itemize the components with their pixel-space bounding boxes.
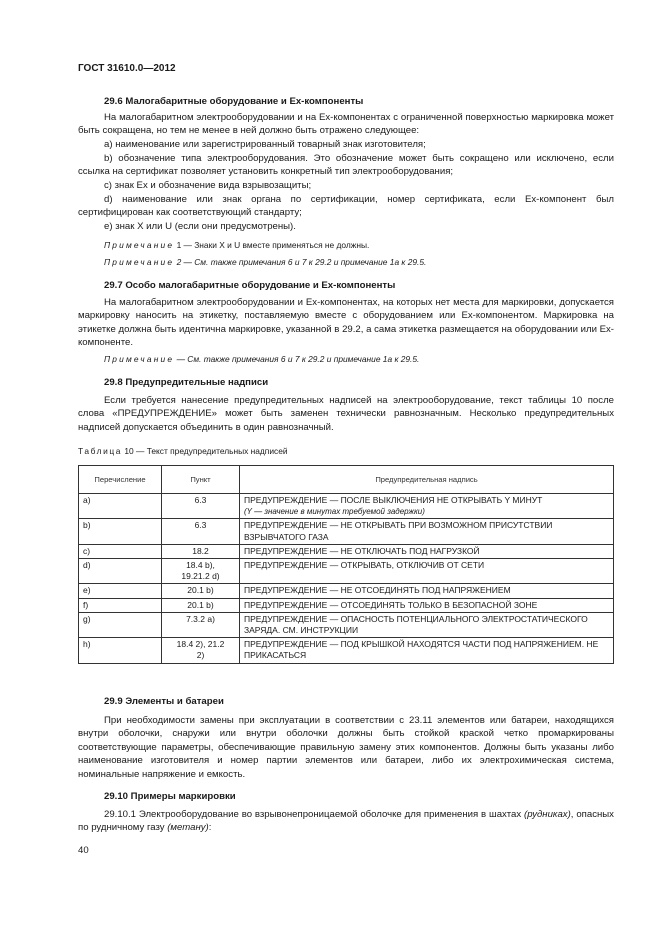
list-item: a) наименование или зарегистрированный товарный знак изготовителя; [104, 139, 426, 150]
body-text: 29.10.1 Электрооборудование во взрывонепроницаемой оболочке для применения в шахтах [104, 809, 524, 820]
note-text: 1 — Знаки X и U вместе применяться не должны. [176, 240, 370, 250]
section-29-7-title: 29.7 Особо малогабаритные оборудование и Ex-компоненты [104, 280, 396, 291]
table-row [79, 494, 614, 519]
section-29-9-title: 29.9 Элементы и батареи [104, 696, 224, 707]
cell-warning [240, 494, 614, 519]
cell-clause: 6.3 [162, 494, 240, 519]
cell-enumeration: f) [79, 598, 162, 612]
document-header: ГОСТ 31610.0—2012 [78, 63, 176, 74]
note-label: Примечание [104, 257, 175, 267]
cell-warning: ПРЕДУПРЕЖДЕНИЕ — НЕ ОТКЛЮЧАТЬ ПОД НАГРУЗКОЙ [240, 544, 614, 558]
cell-clause: 7.3.2 а) [162, 612, 240, 637]
caption-text: 10 — Текст предупредительных надписей [124, 446, 288, 456]
warning-text: ПРЕДУПРЕЖДЕНИЕ — ПОСЛЕ ВЫКЛЮЧЕНИЯ НЕ ОТКРЫВАТЬ Y МИНУТ [244, 495, 543, 505]
cell-enumeration: c) [79, 544, 162, 558]
list-item: b) обозначение типа электрооборудования. Это обозначение может быть сокращено или исключено, если ссылка на сертификат позволяет установить конкретный тип электрооборудования; [78, 153, 614, 178]
note-2 [104, 256, 426, 268]
cell-enumeration: e) [79, 584, 162, 598]
cell-warning: ПРЕДУПРЕЖДЕНИЕ — НЕ ОТСОЕДИНЯТЬ ПОД НАПРЯЖЕНИЕМ [240, 584, 614, 598]
cell-warning: ПРЕДУПРЕЖДЕНИЕ — ОТКРЫВАТЬ, ОТКЛЮЧИВ ОТ СЕТИ [240, 559, 614, 584]
note-text: — См. также примечания 6 и 7 к 29.2 и примечание 1а к 29.5. [176, 354, 420, 364]
section-29-7-body: На малогабаритном электрооборудовании и Ex-компонентах, на которых нет места для маркировки, допускается маркировку наносить на этикетку, поставляемую вместе с оборудованием или Ex-компонентом. Маркировка на этикетке должна быть идентична маркировке, указанной в 29.2, а сама этикетка размещается на оборудовании или Ex-компоненте. [78, 297, 614, 349]
table-row [79, 598, 614, 612]
col-header-clause: Пункт [162, 466, 240, 494]
section-29-6-intro: На малогабаритном электрооборудовании и на Ex-компонентах с ограниченной поверхностью маркировка может быть сокращена, но тем не менее в ней должно быть отражено следующее: [78, 112, 614, 137]
table-row [79, 519, 614, 544]
cell-clause: 20.1 b) [162, 598, 240, 612]
cell-warning: ПРЕДУПРЕЖДЕНИЕ — НЕ ОТКРЫВАТЬ ПРИ ВОЗМОЖНОМ ПРИСУТСТВИИ ВЗРЫВЧАТОГО ГАЗА [240, 519, 614, 544]
body-text: , опасных по рудничному газу [78, 809, 614, 834]
cell-enumeration: h) [79, 638, 162, 663]
note-label: Примечание [104, 354, 175, 364]
cell-clause: 20.1 b) [162, 584, 240, 598]
table-row [79, 638, 614, 663]
body-italic: (метану) [167, 822, 209, 834]
section-29-10-title: 29.10 Примеры маркировки [104, 791, 236, 802]
col-header-enumeration: Перечисление [79, 466, 162, 494]
section-29-8-title: 29.8 Предупредительные надписи [104, 377, 269, 388]
body-text: : [208, 822, 212, 834]
col-header-warning: Предупредительная надпись [240, 466, 614, 494]
page-number: 40 [78, 845, 89, 856]
note-3 [104, 353, 419, 365]
note-label: Примечание [104, 240, 175, 250]
cell-clause: 6.3 [162, 519, 240, 544]
section-29-10-body [78, 808, 614, 835]
caption-label: Таблица [78, 446, 123, 456]
cell-warning: ПРЕДУПРЕЖДЕНИЕ — ПОД КРЫШКОЙ НАХОДЯТСЯ ЧАСТИ ПОД НАПРЯЖЕНИЕМ. НЕ ПРИКАСАТЬСЯ [240, 638, 614, 663]
section-29-6-title: 29.6 Малогабаритные оборудование и Ex-компоненты [104, 96, 364, 107]
warning-subtext: (Y — значение в минутах требуемой задержки) [244, 507, 425, 517]
cell-enumeration: a) [79, 494, 162, 519]
cell-clause: 18.4 b), 19.21.2 d) [162, 559, 240, 584]
cell-warning: ПРЕДУПРЕЖДЕНИЕ — ОПАСНОСТЬ ПОТЕНЦИАЛЬНОГО ЭЛЕКТРОСТАТИЧЕСКОГО ЗАРЯДА. СМ. ИНСТРУКЦИИ [240, 612, 614, 637]
cell-enumeration: b) [79, 519, 162, 544]
table-row [79, 584, 614, 598]
note-1 [104, 239, 369, 251]
warnings-table [78, 465, 614, 664]
table-row [79, 559, 614, 584]
table-header-row [79, 466, 614, 494]
table-caption [78, 445, 288, 457]
section-29-9-body: При необходимости замены при эксплуатации в соответствии с 23.11 элементов или батареи, находящихся внутри оболочки, снаружи или внутри оболочки должны быть стойкой краской четко промаркированы соответствующие параметры, обеспечивающие правильную замену этих компонентов. Должны быть указаны либо наименование изготовителя и номер партии элементов или батареи, либо их электрохимическая система, номинальные напряжение и емкость. [78, 715, 614, 780]
note-text: 2 — См. также примечания 6 и 7 к 29.2 и примечание 1а к 29.5. [176, 257, 427, 267]
cell-enumeration: g) [79, 612, 162, 637]
cell-enumeration: d) [79, 559, 162, 584]
body-italic: (рудниках) [524, 809, 571, 820]
list-item: d) наименование или знак органа по сертификации, номер сертификата, если Ex-компонент был сертифицирован как соответствующий стандарту; [78, 194, 614, 219]
section-29-8-body: Если требуется нанесение предупредительных надписей на электрооборудование, текст таблицы 10 после слова «ПРЕДУПРЕЖДЕНИЕ» может быть заменен технически равнозначным. Несколько предупредительных надписей допускается объединить в один равнозначный. [78, 395, 614, 433]
table-row [79, 544, 614, 558]
list-item: e) знак X или U (если они предусмотрены). [104, 221, 296, 232]
cell-warning: ПРЕДУПРЕЖДЕНИЕ — ОТСОЕДИНЯТЬ ТОЛЬКО В БЕЗОПАСНОЙ ЗОНЕ [240, 598, 614, 612]
cell-clause: 18.2 [162, 544, 240, 558]
cell-clause: 18.4 2), 21.2 2) [162, 638, 240, 663]
table-row [79, 612, 614, 637]
list-item: c) знак Ex и обозначение вида взрывозащиты; [104, 180, 312, 191]
